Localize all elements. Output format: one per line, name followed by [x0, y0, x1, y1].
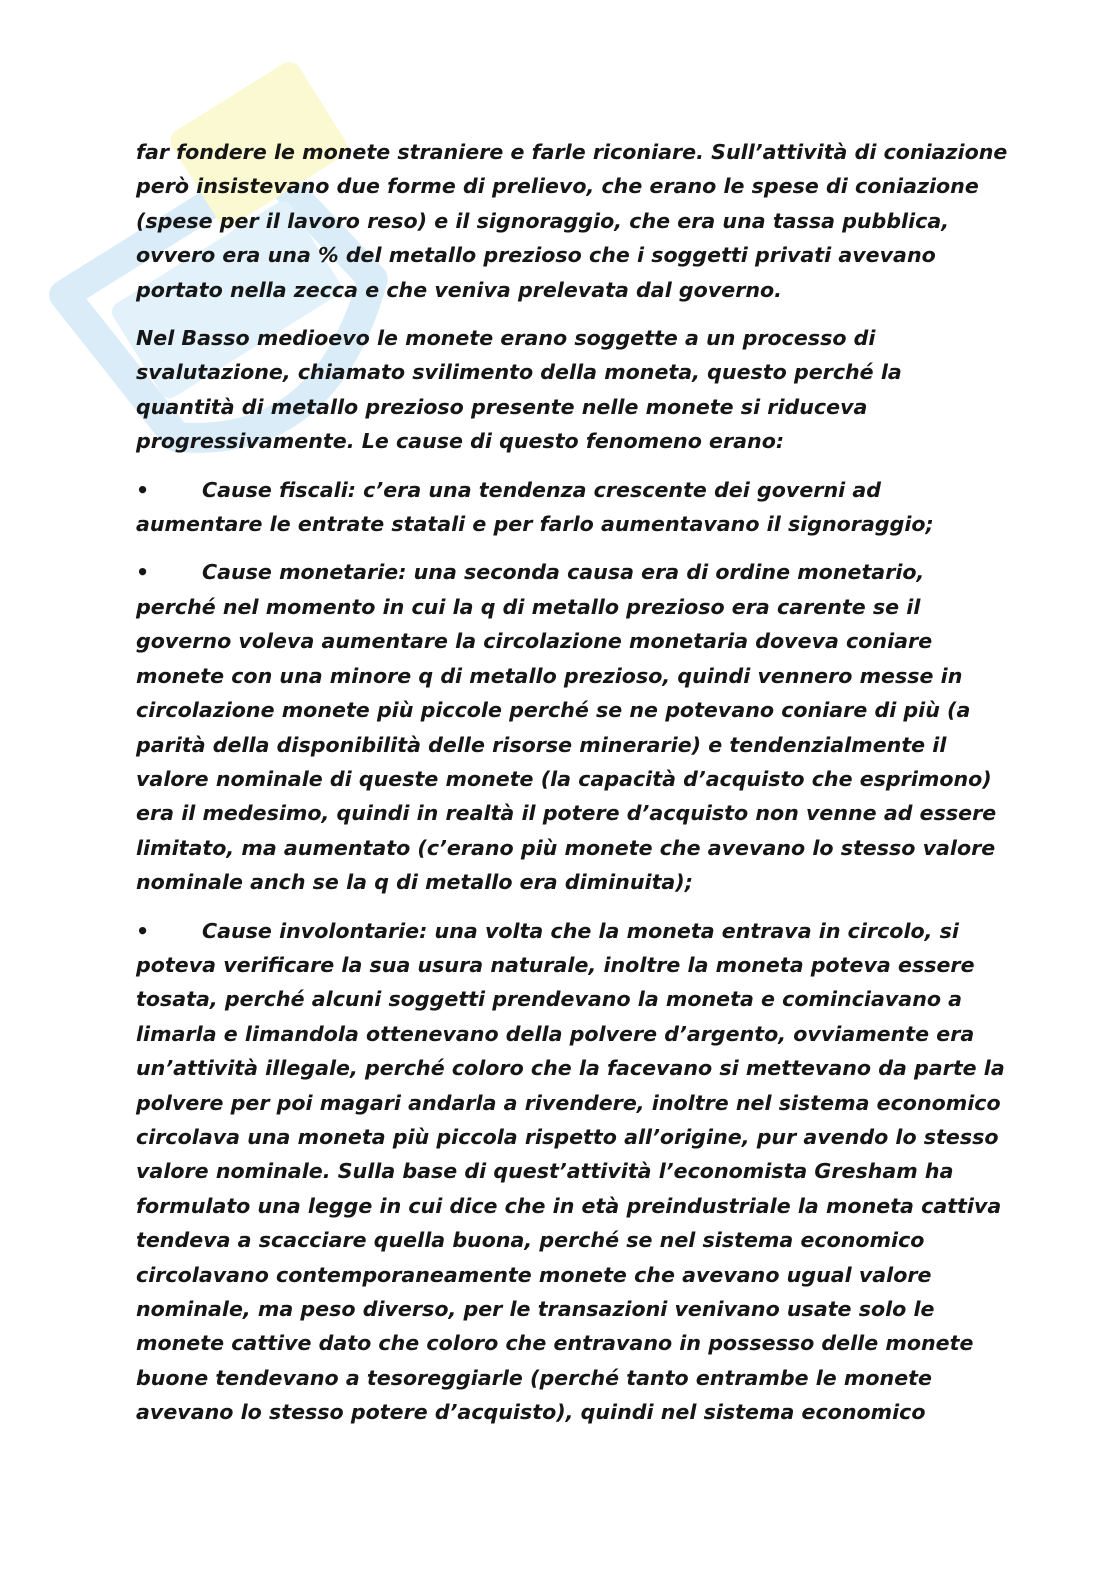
text-line: portato nella zecca e che veniva prelevata dal governo. [136, 277, 782, 302]
text-line: polvere per poi magari andarla a rivendere, inoltre nel sistema economico [136, 1090, 1001, 1115]
bullet-icon: • [136, 560, 150, 585]
text-line: far fondere le monete straniere e farle riconiare. Sull’attività di coniazione [136, 140, 1008, 164]
paragraph-2 [136, 321, 986, 459]
text-line: (spese per il lavoro reso) e il signoraggio, che era una tassa pubblica, [136, 208, 950, 233]
text-line: ovvero era una % del metallo prezioso che i soggetti privati avevano [136, 243, 936, 268]
text-line: circolavano contemporaneamente monete che avevano ugual valore [136, 1262, 932, 1287]
text-line: governo voleva aumentare la circolazione monetaria doveva coniare [136, 629, 933, 654]
text-line: poteva verificare la sua usura naturale, inoltre la moneta poteva essere [136, 952, 975, 977]
bullet-first-line: Cause fiscali: c’era una tendenza crescente dei governi ad [202, 477, 881, 502]
bullet-icon: • [136, 477, 150, 502]
text-line: valore nominale di queste monete (la capacità d’acquisto che esprimono) [136, 766, 992, 791]
text-line: perché nel momento in cui la q di metallo prezioso era carente se il [136, 594, 921, 619]
bullet-item-fiscal [136, 473, 986, 542]
text-line: progressivamente. Le cause di questo fenomeno erano: [136, 429, 785, 454]
paragraph-1 [136, 135, 1008, 307]
text-line: tendeva a scacciare quella buona, perché se nel sistema economico [136, 1228, 925, 1253]
text-line: circolava una moneta più piccola rispetto all’origine, pur avendo lo stesso [136, 1124, 999, 1149]
bullet-first-line: Cause monetarie: una seconda causa era di ordine monetario, [202, 560, 925, 585]
text-line: aumentare le entrate statali e per farlo aumentavano il signoraggio; [136, 512, 934, 537]
text-line: nominale anch se la q di metallo era diminuita); [136, 870, 693, 895]
text-line: limitato, ma aumentato (c’erano più monete che avevano lo stesso valore [136, 835, 996, 860]
text-line: buone tendevano a tesoreggiarle (perché tanto entrambe le monete [136, 1365, 932, 1390]
text-line: però insistevano due forme di prelievo, che erano le spese di coniazione [136, 174, 979, 199]
text-line: svalutazione, chiamato svilimento della moneta, questo perché la [136, 360, 902, 385]
text-line: un’attività illegale, perché coloro che la facevano si mettevano da parte la [136, 1056, 1005, 1081]
bullet-item-involuntary [136, 914, 1005, 1430]
text-line: tosata, perché alcuni soggetti prendevano la moneta e cominciavano a [136, 987, 963, 1012]
text-line: monete cattive dato che coloro che entravano in possesso delle monete [136, 1331, 974, 1356]
text-line: valore nominale. Sulla base di quest’attività l’economista Gresham ha [136, 1159, 954, 1184]
text-line: limarla e limandola ottenevano della polvere d’argento, ovviamente era [136, 1021, 975, 1046]
document-body [136, 135, 1008, 1444]
text-line: quantità di metallo prezioso presente nelle monete si riduceva [136, 394, 868, 419]
bullet-icon: • [136, 918, 150, 943]
text-line: era il medesimo, quindi in realtà il potere d’acquisto non venne ad essere [136, 801, 997, 826]
bullet-first-line: Cause involontarie: una volta che la moneta entrava in circolo, si [202, 918, 959, 943]
text-line: formulato una legge in cui dice che in età preindustriale la moneta cattiva [136, 1193, 1002, 1218]
bullet-item-monetary [136, 555, 997, 899]
text-line: avevano lo stesso potere d’acquisto), quindi nel sistema economico [136, 1400, 926, 1425]
text-line: parità della disponibilità delle risorse minerarie) e tendenzialmente il [136, 732, 947, 757]
text-line: monete con una minore q di metallo prezioso, quindi vennero messe in [136, 663, 963, 688]
text-line: Nel Basso medioevo le monete erano soggette a un processo di [136, 326, 876, 351]
text-line: circolazione monete più piccole perché se ne potevano coniare di più (a [136, 698, 971, 723]
text-line: nominale, ma peso diverso, per le transazioni venivano usate solo le [136, 1297, 935, 1321]
